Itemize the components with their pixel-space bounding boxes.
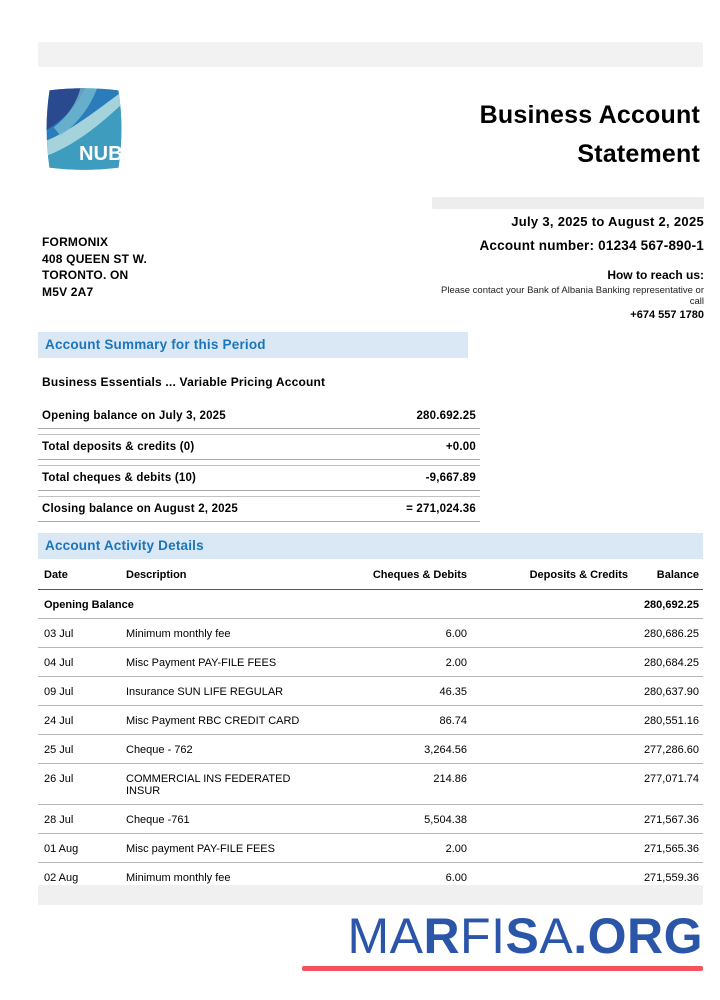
txn-date: 26 Jul	[44, 773, 74, 785]
watermark-segment: S	[505, 908, 540, 964]
summary-label: Opening balance on July 3, 2025	[42, 410, 226, 422]
bank-logo-icon	[42, 84, 126, 174]
col-header-balance: Balance	[656, 569, 699, 581]
activity-table	[38, 560, 703, 892]
txn-desc: Minimum monthly fee	[126, 628, 231, 640]
recipient-address	[42, 234, 147, 300]
summary-section-header: Account Summary for this Period	[38, 332, 468, 358]
bottom-divider-bar	[38, 885, 703, 905]
document-title-line1: Business Account	[479, 101, 700, 129]
account-number: Account number: 01234 567-890-1	[479, 238, 704, 253]
statement-period: July 3, 2025 to August 2, 2025	[511, 214, 704, 229]
txn-balance: 277,071.74	[643, 773, 699, 785]
txn-debit: 6.00	[445, 628, 467, 640]
summary-value: = 271,024.36	[406, 503, 476, 515]
watermark-segment: FI	[460, 908, 506, 964]
txn-date: 04 Jul	[44, 657, 74, 669]
recipient-name: FORMONIX	[42, 235, 109, 249]
txn-date: 09 Jul	[44, 686, 74, 698]
summary-value: -9,667.89	[425, 472, 476, 484]
txn-date: 02 Aug	[44, 872, 79, 884]
txn-desc: Misc payment PAY-FILE FEES	[126, 843, 275, 855]
statement-meta	[432, 197, 704, 321]
txn-desc: Cheque - 762	[126, 744, 193, 756]
txn-desc: Insurance SUN LIFE REGULAR	[126, 686, 284, 698]
txn-debit: 86.74	[439, 715, 467, 727]
watermark-segment: MA	[347, 908, 424, 964]
reach-us-text: Please contact your Bank of Albania Banking representative or call	[441, 285, 704, 307]
watermark-segment: R	[423, 908, 461, 964]
summary-row-closing	[38, 496, 480, 522]
summary-value: 280.692.25	[416, 410, 476, 422]
reach-us-title: How to reach us:	[607, 268, 704, 282]
txn-debit: 5,504.38	[424, 814, 467, 826]
summary-row-deposits	[38, 434, 480, 460]
txn-date: 03 Jul	[44, 628, 74, 640]
summary-row-opening	[38, 404, 480, 429]
txn-balance: 271,565.36	[643, 843, 699, 855]
txn-debit: 6.00	[445, 872, 467, 884]
txn-desc: Cheque -761	[126, 814, 190, 826]
document-title	[480, 96, 700, 174]
top-divider-bar	[38, 42, 703, 67]
site-watermark	[347, 908, 703, 964]
account-product-name: Business Essentials ... Variable Pricing Account	[42, 375, 326, 389]
opening-balance-label: Opening Balance	[44, 599, 134, 611]
watermark-segment: A	[539, 908, 574, 964]
txn-debit: 214.86	[433, 773, 467, 785]
txn-balance: 280,686.25	[643, 628, 699, 640]
activity-header-row	[38, 560, 703, 590]
summary-table	[38, 404, 480, 527]
meta-divider-bar	[432, 197, 704, 209]
txn-desc: COMMERCIAL INS FEDERATED INSUR	[126, 773, 291, 797]
col-header-credits: Deposits & Credits	[529, 569, 628, 581]
transaction-row	[38, 619, 703, 648]
txn-debit: 46.35	[439, 686, 467, 698]
transaction-row	[38, 805, 703, 834]
txn-desc: Misc Payment RBC CREDIT CARD	[126, 715, 300, 727]
txn-date: 28 Jul	[44, 814, 74, 826]
transaction-row	[38, 677, 703, 706]
recipient-postal: M5V 2A7	[42, 284, 94, 299]
summary-label: Total deposits & credits (0)	[42, 441, 195, 453]
transaction-row	[38, 764, 703, 805]
txn-balance: 280,637.90	[643, 686, 699, 698]
txn-date: 01 Aug	[44, 843, 79, 855]
summary-value: +0.00	[445, 441, 476, 453]
bank-logo	[42, 84, 126, 174]
txn-debit: 2.00	[445, 843, 467, 855]
opening-balance-value: 280,692.25	[643, 599, 699, 611]
summary-label: Closing balance on August 2, 2025	[42, 503, 238, 515]
transaction-row	[38, 706, 703, 735]
reach-us-phone: +674 557 1780	[630, 309, 704, 321]
txn-desc: Minimum monthly fee	[126, 872, 231, 884]
col-header-date: Date	[44, 569, 68, 581]
col-header-debits: Cheques & Debits	[372, 569, 467, 581]
txn-balance: 271,559.36	[643, 872, 699, 884]
txn-balance: 277,286.60	[643, 744, 699, 756]
svg-text:NUB: NUB	[78, 143, 123, 166]
document-title-line2: Statement	[577, 140, 700, 168]
opening-balance-row	[38, 590, 703, 619]
recipient-street: 408 QUEEN ST W.	[42, 251, 148, 266]
txn-date: 25 Jul	[44, 744, 74, 756]
col-header-desc: Description	[126, 569, 187, 581]
txn-balance: 271,567.36	[643, 814, 699, 826]
summary-label: Total cheques & debits (10)	[42, 472, 197, 484]
txn-debit: 2.00	[445, 657, 467, 669]
activity-section-header: Account Activity Details	[38, 533, 703, 559]
txn-balance: 280,551.16	[643, 715, 699, 727]
transaction-row	[38, 735, 703, 764]
transaction-row	[38, 648, 703, 677]
txn-date: 24 Jul	[44, 715, 74, 727]
watermark-underline	[302, 966, 703, 971]
txn-debit: 3,264.56	[424, 744, 467, 756]
txn-balance: 280,684.25	[643, 657, 699, 669]
watermark-segment: .ORG	[573, 908, 703, 964]
summary-row-debits	[38, 465, 480, 491]
txn-desc: Misc Payment PAY-FILE FEES	[126, 657, 277, 669]
transaction-row	[38, 834, 703, 863]
recipient-city: TORONTO. ON	[42, 268, 129, 282]
